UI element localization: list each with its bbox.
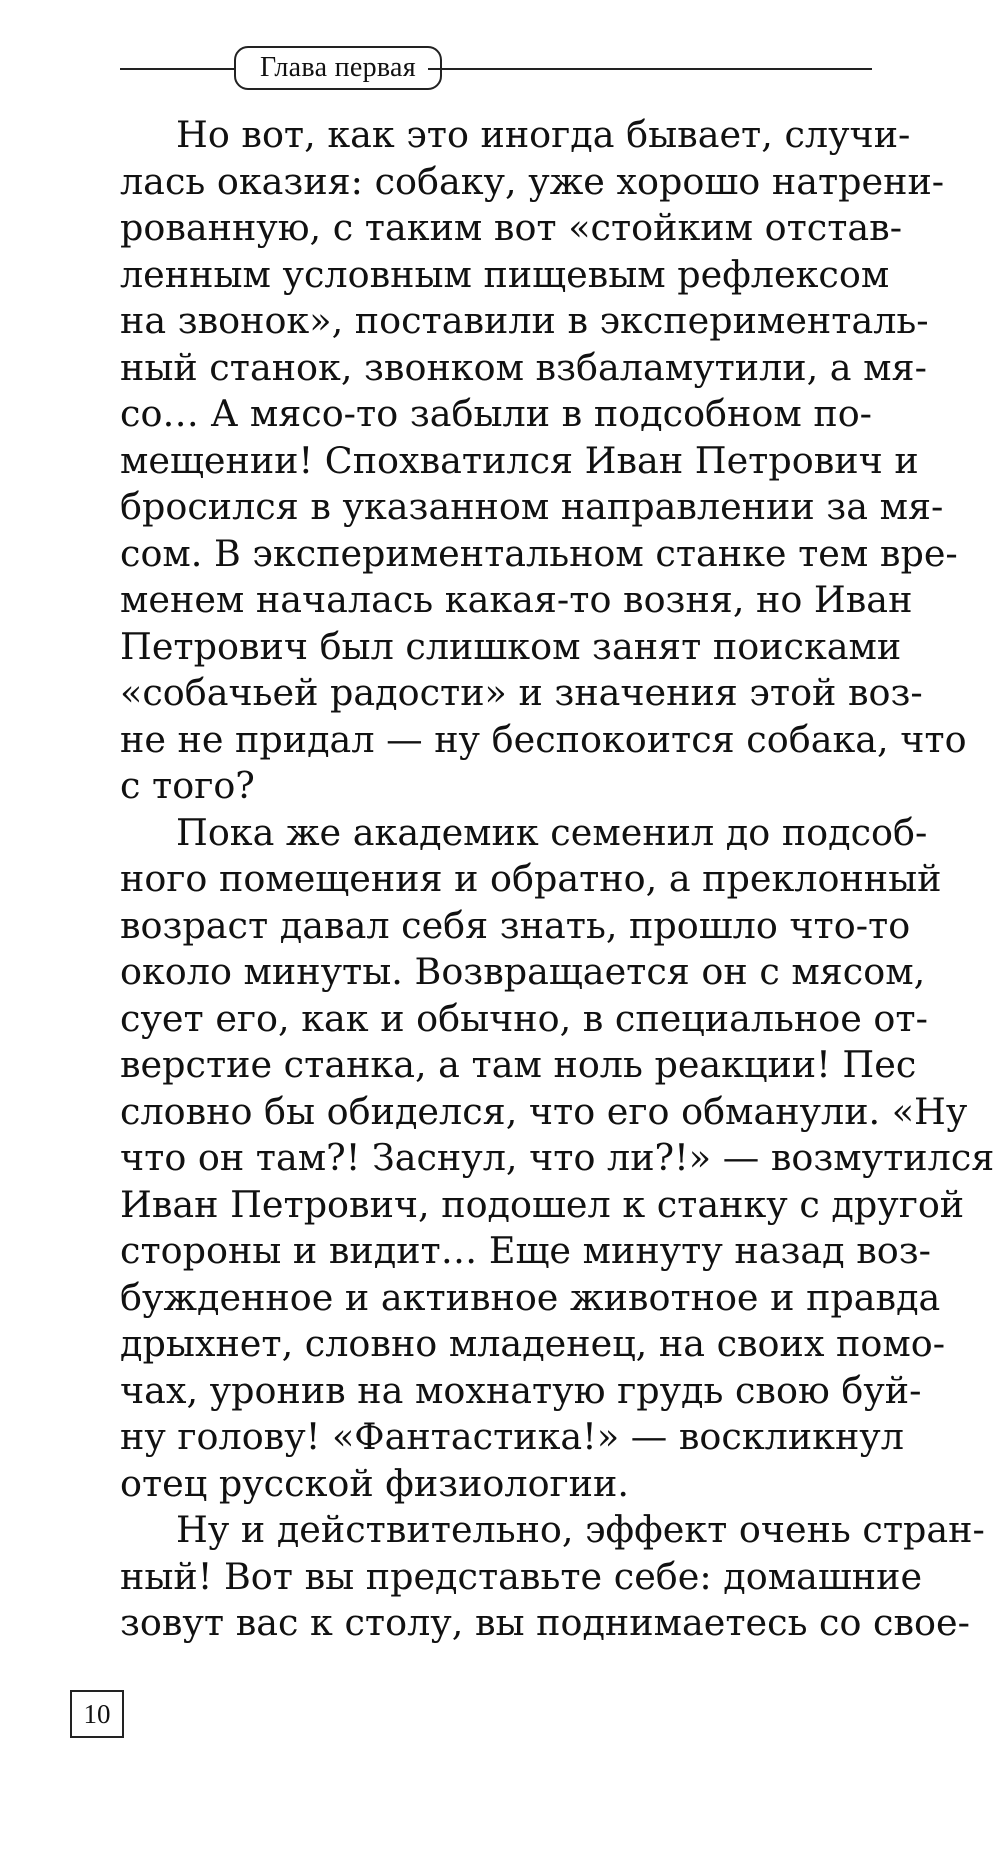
text-line: рованную, с таким вот «стойким отстав- <box>120 206 903 249</box>
text-line: «собачьей радости» и значения этой воз- <box>120 671 923 714</box>
text-line: сом. В экспериментальном станке тем вре- <box>120 531 958 575</box>
text-line: что он там?! Заснул, что ли?!» — возмутился <box>120 1136 995 1179</box>
text-line: Ну и действительно, эффект очень стран- <box>176 1508 985 1551</box>
text-line: отец русской физиологии. <box>120 1461 629 1505</box>
text-line: ленным условным пищевым рефлексом <box>120 252 890 296</box>
text-line: дрыхнет, словно младенец, на своих помо- <box>120 1322 946 1365</box>
text-line: мещении! Спохватился Иван Петрович и <box>120 438 919 482</box>
text-line: с того? <box>120 764 255 807</box>
text-line: сует его, как и обычно, в специальное от- <box>120 996 928 1040</box>
text-line: не не придал — ну беспокоится собака, что <box>120 717 967 761</box>
text-line: Пока же академик семенил до подсоб- <box>176 810 928 854</box>
text-line: ный станок, звонком взбаламутили, а мя- <box>120 345 927 389</box>
text-line: ну голову! «Фантастика!» — воскликнул <box>120 1415 904 1458</box>
text-line: около минуты. Возвращается он с мясом, <box>120 950 926 993</box>
body-text <box>120 112 995 1647</box>
text-line: ный! Вот вы представьте себе: домашние <box>120 1554 923 1598</box>
text-line: Петрович был слишком занят поисками <box>120 624 902 668</box>
text-line: Иван Петрович, подошел к станку с другой <box>120 1182 965 1226</box>
text-line: верстие станка, а там ноль реакции! Пес <box>120 1043 917 1086</box>
text-line: Но вот, как это иногда бывает, случи- <box>176 113 911 156</box>
header-rule-right <box>428 68 872 70</box>
text-line: бужденное и активное животное и правда <box>120 1275 941 1319</box>
text-line: лась оказия: собаку, уже хорошо натрени- <box>120 159 945 203</box>
text-line: бросился в указанном направлении за мя- <box>120 485 944 528</box>
text-line: словно бы обиделся, что его обманули. «Ну <box>120 1089 968 1133</box>
text-line: зовут вас к столу, вы поднимаетесь со свое- <box>120 1601 970 1644</box>
text-line: чах, уронив на мохнатую грудь свою буй- <box>120 1368 922 1412</box>
page-number: 10 <box>70 1690 124 1738</box>
text-line: стороны и видит… Еще минуту назад воз- <box>120 1229 932 1272</box>
chapter-title: Глава первая <box>234 46 442 90</box>
text-line: ного помещения и обратно, а преклонный <box>120 857 942 900</box>
text-line: менем началась какая-то возня, но Иван <box>120 578 913 621</box>
header-rule-left <box>120 68 248 70</box>
chapter-header <box>120 46 872 94</box>
text-line: возраст давал себя знать, прошло что-то <box>120 903 911 947</box>
text-line: со… А мясо-то забыли в подсобном по- <box>120 392 872 435</box>
text-line: на звонок», поставили в эксперименталь- <box>120 299 929 342</box>
